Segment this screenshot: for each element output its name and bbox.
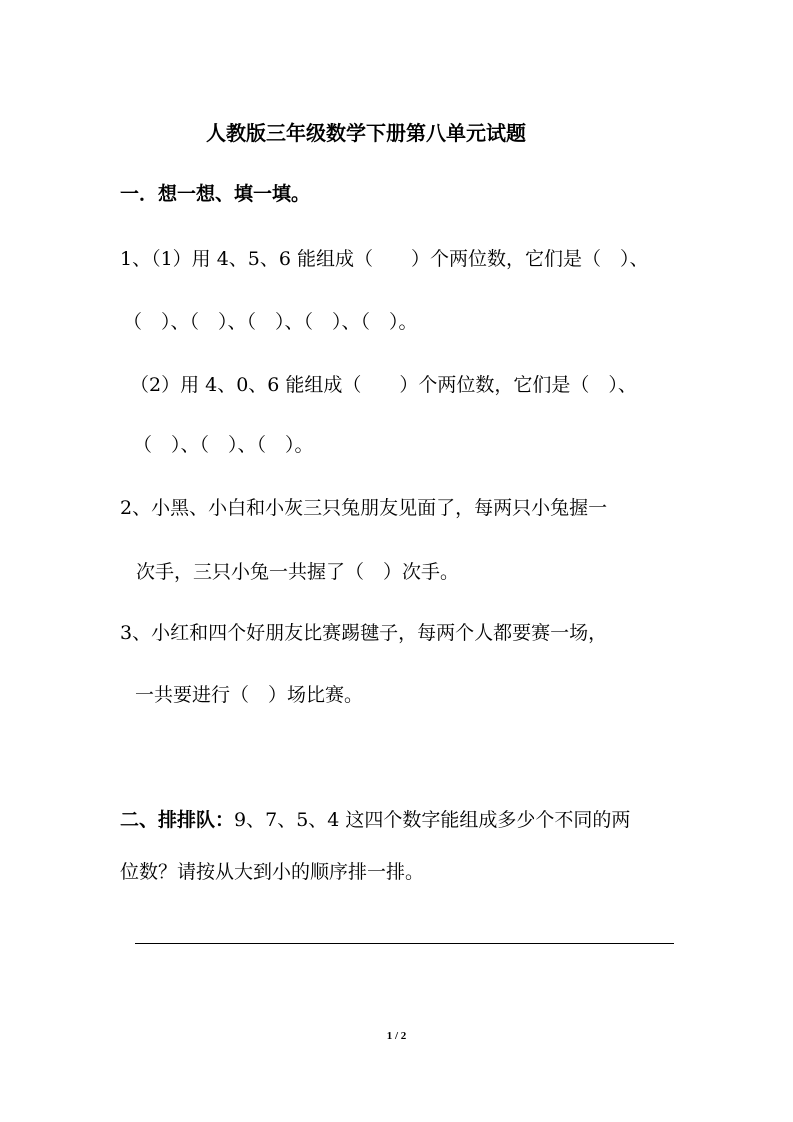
- q3-line1: 3、小红和四个好朋友比赛踢毽子，每两个人都要赛一场，: [120, 622, 608, 644]
- q1-part2-line2: （ ）、（ ）、（ ）。: [133, 434, 314, 456]
- page-number: 1 / 2: [386, 1030, 407, 1042]
- section2-line2: 位数？请按从大到小的顺序排一排。: [120, 861, 425, 883]
- q1-part2-line1: （2）用 4、0、6 能组成（ ）个两位数，它们是（ ）、: [130, 374, 637, 396]
- q1-part1-line1: 1、（1）用 4、5、6 能组成（ ）个两位数，它们是（ ）、: [120, 248, 649, 270]
- q1-part1-line2: （ ）、（ ）、（ ）、（ ）、（ ）。: [123, 311, 418, 333]
- q2-line1: 2、小黑、小白和小灰三只兔朋友见面了，每两只小兔握一: [120, 497, 608, 519]
- answer-line: [135, 943, 674, 944]
- document-title: 人教版三年级数学下册第八单元试题: [206, 121, 526, 145]
- section2-heading: 二、排排队：: [120, 809, 235, 831]
- section1-heading: 一．想一想、填一填。: [120, 183, 311, 205]
- section2-line1: [120, 808, 630, 832]
- q3-line2: 一共要进行（ ）场比赛。: [135, 684, 364, 706]
- q2-line2: 次手，三只小兔一共握了（ ）次手。: [136, 561, 460, 583]
- section2-line1-text: 9、7、5、4 这四个数字能组成多少个不同的两: [234, 809, 631, 831]
